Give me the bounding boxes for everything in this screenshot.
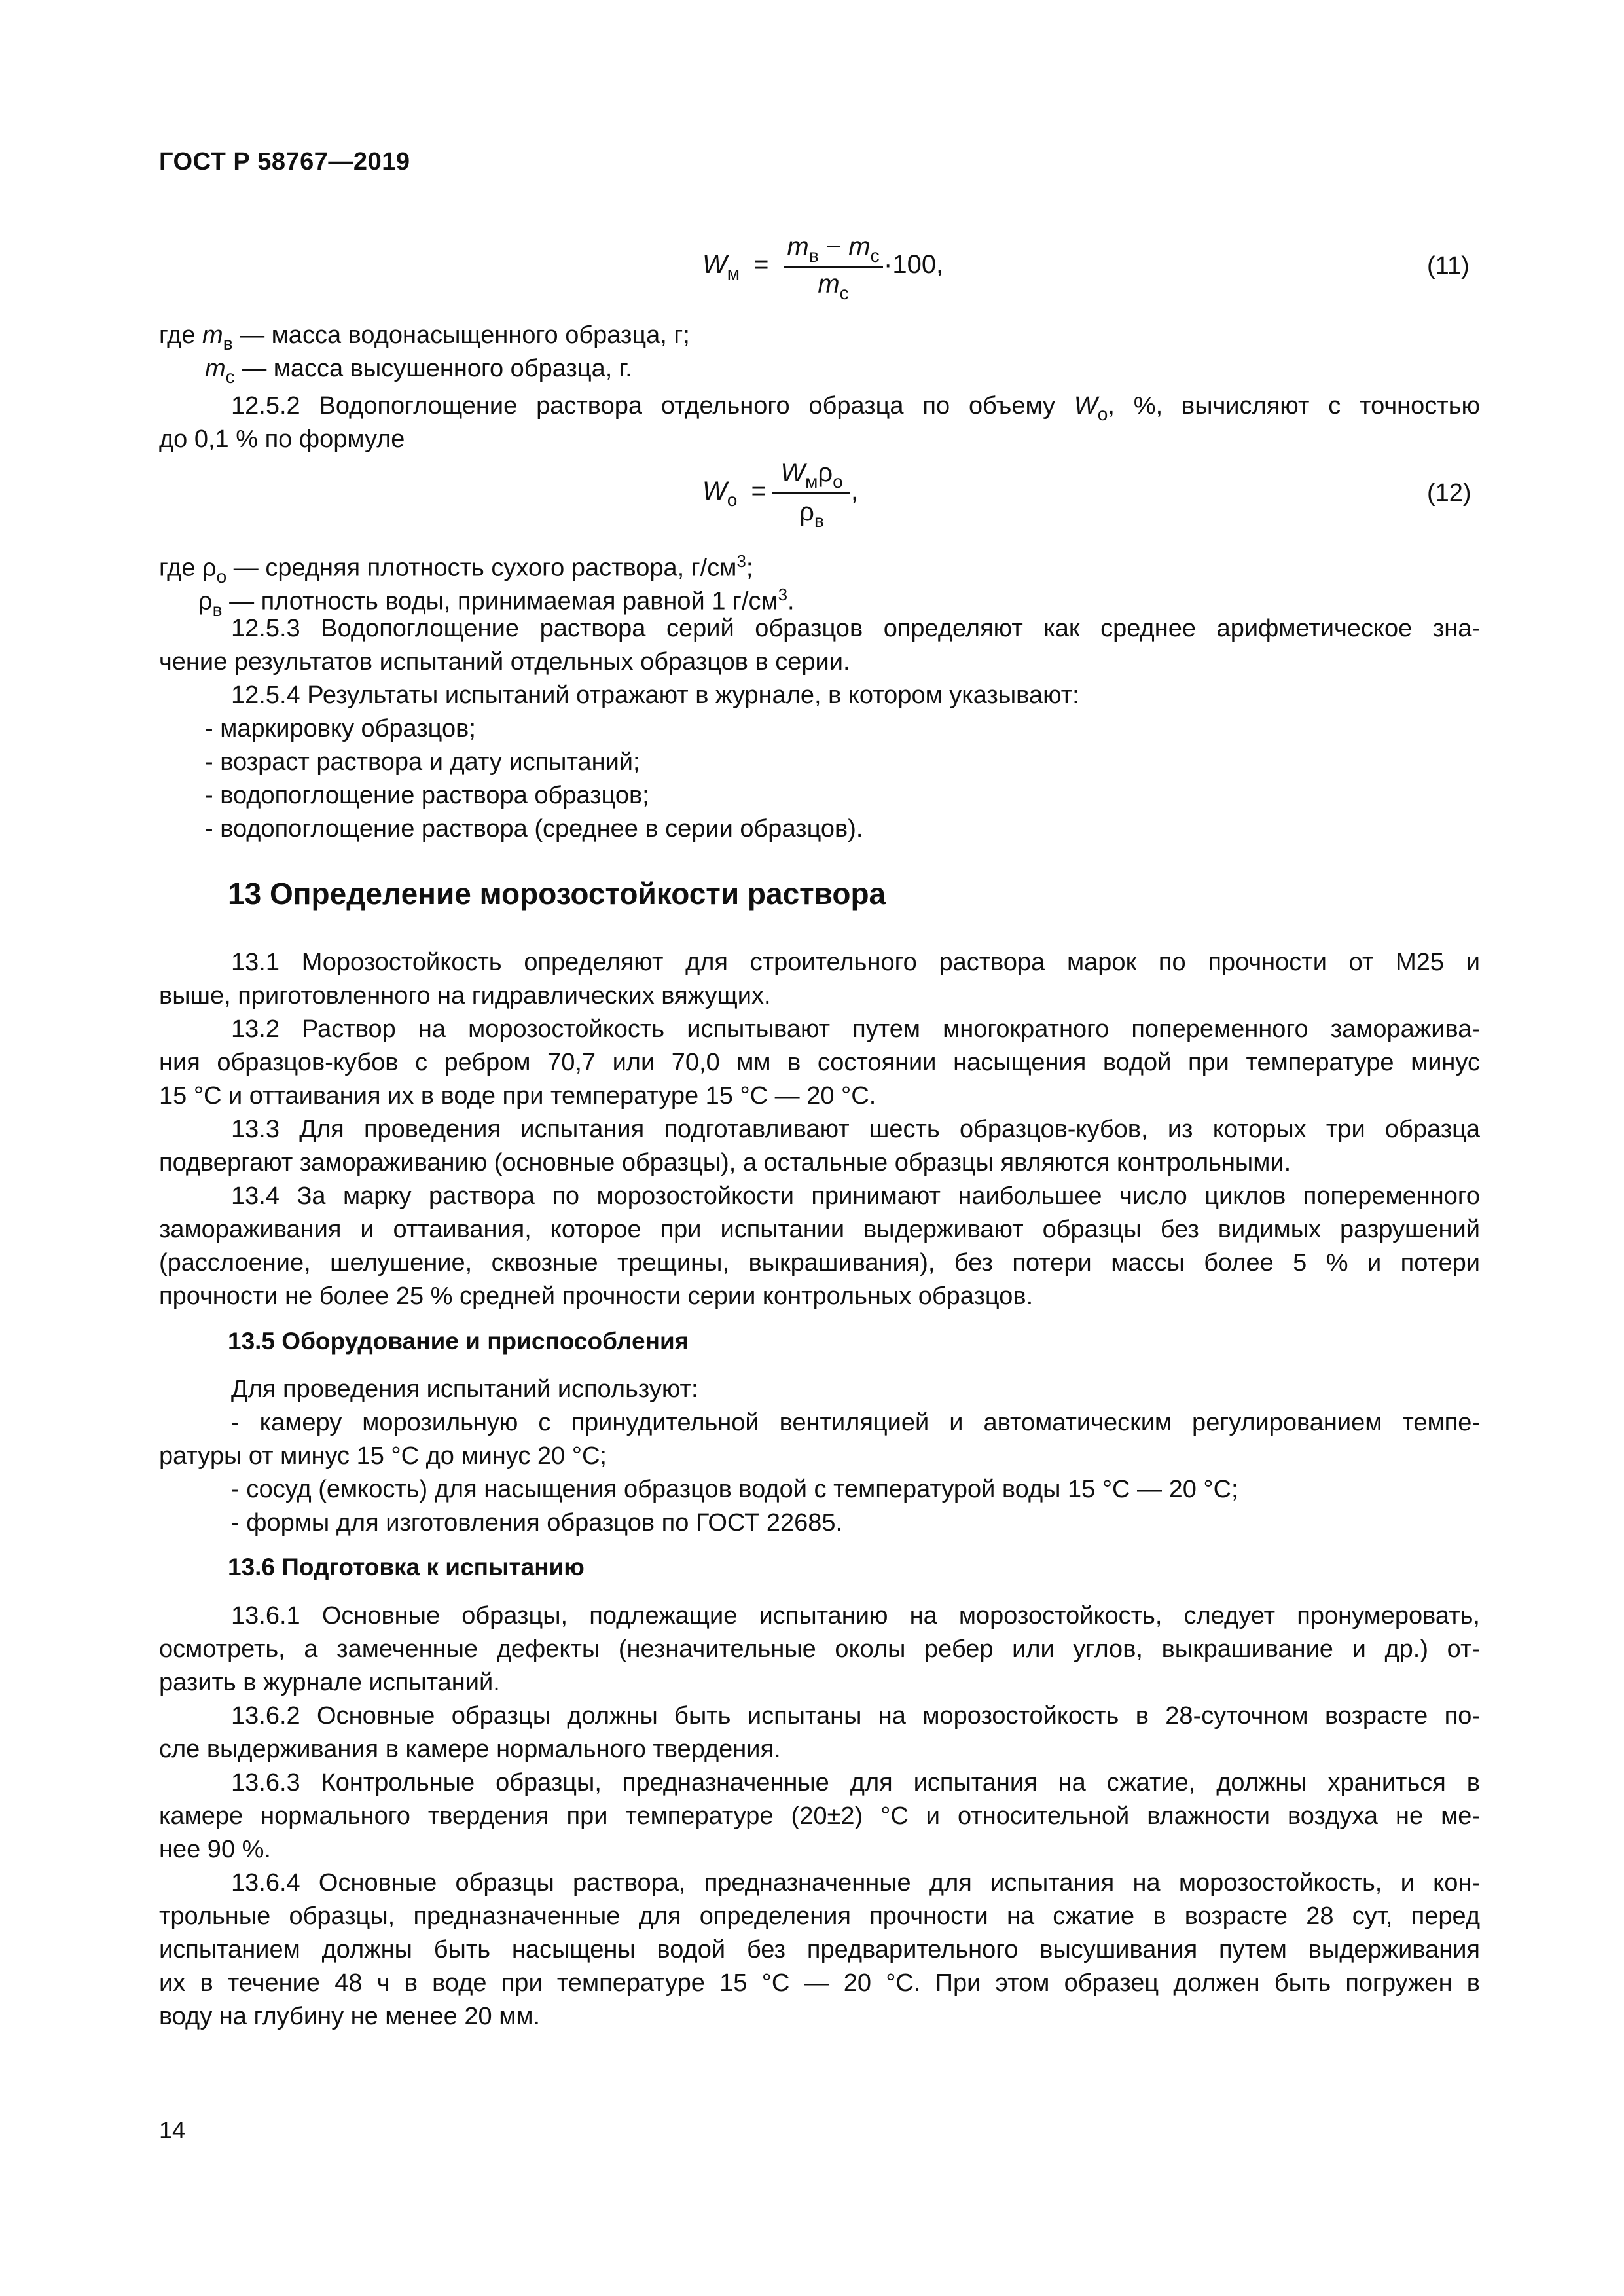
- formula-11-denominator: $m_с$: [818, 270, 849, 303]
- list-item: - сосуд (емкость) для насыщения образцов водой с температурой воды 15 °С — 20 °С;: [231, 1476, 1238, 1503]
- list-item: - маркировку образцов;: [205, 715, 476, 742]
- subsection-13-6-heading: 13.6 Подготовка к испытанию: [228, 1554, 585, 1580]
- paragraph-13-6-1-line1: 13.6.1 Основные образцы, подлежащие испытанию на морозостойкость, следует пронумеровать,: [231, 1602, 1480, 1630]
- list-item: - формы для изготовления образцов по ГОСТ 22685.: [231, 1509, 843, 1537]
- paragraph-13-6-1-line3: разить в журнале испытаний.: [159, 1669, 500, 1696]
- formula-12-fraction-bar: [772, 492, 850, 494]
- paragraph-12-5-3-line2: чение результатов испытаний отдельных образцов в серии.: [159, 648, 850, 676]
- paragraph-13-1-line1: 13.1 Морозостойкость определяют для строительного раствора марок по прочности от М25 и: [231, 949, 1480, 976]
- formula-11-tail: ·100,: [884, 250, 944, 279]
- formula-11-fraction-bar: [784, 266, 883, 268]
- document-header: ГОСТ Р 58767—2019: [159, 148, 410, 175]
- formula-12-denominator: $\rho_в$: [799, 498, 824, 531]
- paragraph-12-5-4-intro: 12.5.4 Результаты испытаний отражают в журнале, в котором указывают:: [231, 682, 1079, 709]
- paragraph-13-6-4-line4: их в течение 48 ч в воде при температуре 15 °С — 20 °С. При этом образец должен быть погружен в: [159, 1969, 1480, 1997]
- where-block-2-line1: где $\rho_о$ — средняя плотность сухого раствора, $г/см^3$;: [159, 551, 753, 587]
- paragraph-13-6-4-line1: 13.6.4 Основные образцы раствора, предназначенные для испытания на морозостойкость, и кон-: [231, 1869, 1480, 1897]
- list-item: - водопоглощение раствора (среднее в серии образцов).: [205, 815, 863, 843]
- paragraph-13-3-line1: 13.3 Для проведения испытания подготавливают шесть образцов-кубов, из которых три образца: [231, 1116, 1480, 1143]
- paragraph-13-6-3-line1: 13.6.3 Контрольные образцы, предназначенные для испытания на сжатие, должны храниться в: [231, 1769, 1480, 1796]
- subsection-13-5-heading: 13.5 Оборудование и приспособления: [228, 1328, 689, 1355]
- paragraph-12-5-2-line2: до 0,1 % по формуле: [159, 426, 405, 453]
- formula-11-lhs: $W_м$ =: [702, 250, 769, 283]
- where-block-1-line1: где $m_в$ — масса водонасыщенного образца, г;: [159, 321, 690, 354]
- paragraph-12-5-3-line1: 12.5.3 Водопоглощение раствора серий образцов определяют как среднее арифметическое зна-: [231, 615, 1480, 642]
- where-block-1-line2: $m_с$ — масса высушенного образца, г.: [205, 355, 632, 387]
- formula-12-lhs: $W_о$ =: [702, 477, 767, 510]
- paragraph-13-6-4-line3: испытанием должны быть насыщены водой без предварительного высушивания путем выдерживания: [159, 1936, 1480, 1963]
- formula-12-tail: ,: [851, 477, 859, 505]
- paragraph-13-2-line2: ния образцов-кубов с ребром 70,7 или 70,0 мм в состоянии насыщения водой при температуре минус: [159, 1049, 1480, 1076]
- formula-12-number: (12): [1427, 479, 1471, 507]
- paragraph-12-5-2-line1: 12.5.2 Водопоглощение раствора отдельного образца по объему $W_о$, %, вычисляют с точностью: [231, 392, 1480, 424]
- paragraph-13-2-line3: 15 °С и оттаивания их в воде при температуре 15 °С — 20 °С.: [159, 1082, 876, 1110]
- list-item: - возраст раствора и дату испытаний;: [205, 748, 640, 776]
- formula-11-numerator: $m_в - m_с$: [787, 232, 880, 266]
- paragraph-13-6-2-line1: 13.6.2 Основные образцы должны быть испытаны на морозостойкость в 28-суточном возрасте по-: [231, 1702, 1480, 1730]
- where-block-2-line2: $\rho_в$ — плотность воды, принимаемая равной 1 $г/см^3$.: [198, 585, 795, 620]
- formula-11-number: (11): [1427, 252, 1470, 280]
- paragraph-13-4-line4: прочности не более 25 % средней прочности серии контрольных образцов.: [159, 1283, 1034, 1310]
- list-item: - водопоглощение раствора образцов;: [205, 782, 649, 809]
- paragraph-13-6-4-line2: трольные образцы, предназначенные для определения прочности на сжатие в возрасте 28 сут, перед: [159, 1903, 1480, 1930]
- paragraph-13-5-intro: Для проведения испытаний используют:: [231, 1376, 698, 1403]
- list-item: - камеру морозильную с принудительной вентиляцией и автоматическим регулированием темпе-: [231, 1409, 1480, 1436]
- paragraph-13-4-line2: замораживания и оттаивания, которое при испытании выдерживают образцы без видимых разрушений: [159, 1216, 1480, 1243]
- paragraph-13-2-line1: 13.2 Раствор на морозостойкость испытывают путем многократного попеременного заморажива-: [231, 1015, 1480, 1043]
- paragraph-13-6-2-line2: сле выдерживания в камере нормального твердения.: [159, 1736, 781, 1763]
- list-item-continuation: ратуры от минус 15 °С до минус 20 °С;: [159, 1442, 607, 1470]
- formula-12-numerator: $W_м\rho_о$: [780, 458, 843, 492]
- paragraph-13-6-1-line2: осмотреть, а замеченные дефекты (незначительные околы ребер или углов, выкрашивание и др.) от-: [159, 1635, 1480, 1663]
- paragraph-13-6-3-line2: камере нормального твердения при температуре (20±2) °С и относительной влажности воздуха не ме-: [159, 1802, 1480, 1830]
- paragraph-13-3-line2: подвергают замораживанию (основные образцы), а остальные образцы являются контрольными.: [159, 1149, 1291, 1176]
- paragraph-13-1-line2: выше, приготовленного на гидравлических вяжущих.: [159, 982, 771, 1010]
- page-number: 14: [159, 2117, 186, 2143]
- paragraph-13-4-line1: 13.4 За марку раствора по морозостойкости принимают наибольшее число циклов попеременного: [231, 1182, 1480, 1210]
- section-13-heading: 13 Определение морозостойкости раствора: [228, 877, 886, 911]
- paragraph-13-6-3-line3: нее 90 %.: [159, 1836, 271, 1863]
- paragraph-13-6-4-line5: воду на глубину не менее 20 мм.: [159, 2003, 541, 2030]
- paragraph-13-4-line3: (расслоение, шелушение, сквозные трещины, выкрашивания), без потери массы более 5 % и потери: [159, 1249, 1480, 1277]
